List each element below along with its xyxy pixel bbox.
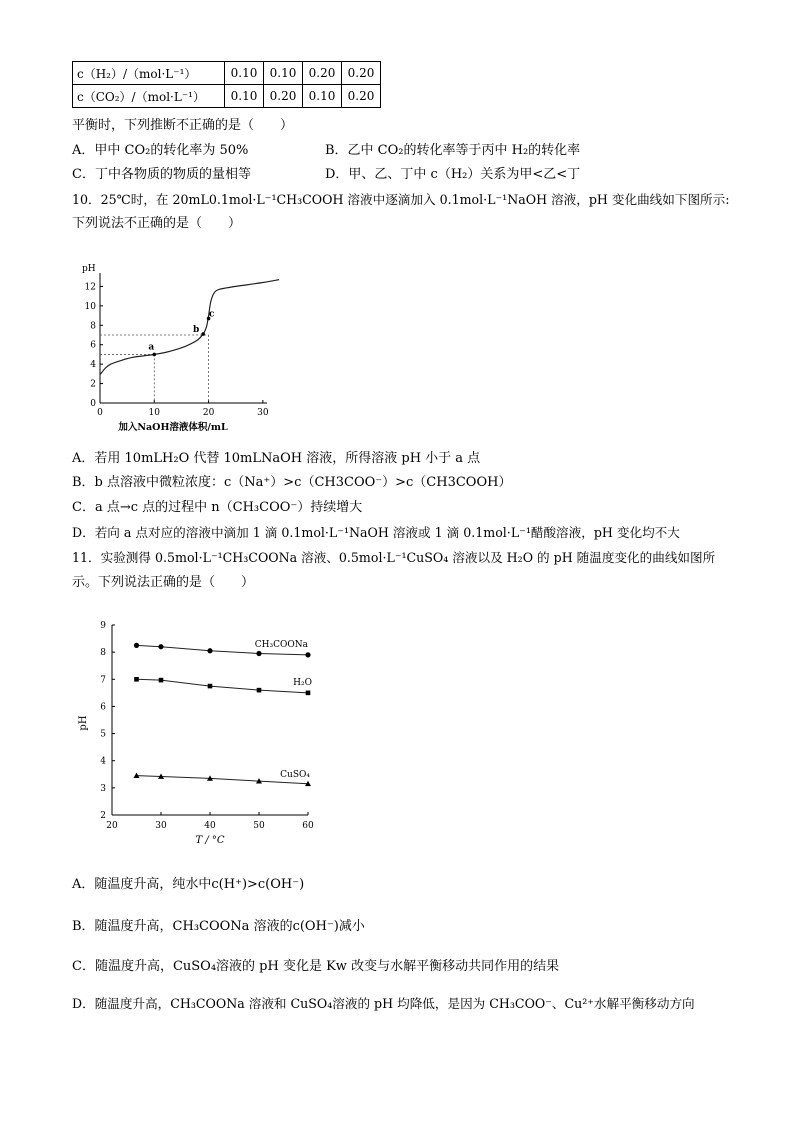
table-row	[73, 62, 381, 85]
x-tick-label: 60	[302, 821, 314, 831]
x-tick-label: 10	[148, 408, 161, 418]
series-label-1: H₂O	[293, 677, 312, 688]
table-cell: 0.10	[264, 62, 303, 85]
y-tick-label: 4	[100, 756, 106, 767]
table-cell: 0.20	[264, 85, 303, 108]
point-label-b: b	[192, 325, 200, 336]
y-tick-label: 9	[100, 621, 106, 631]
x-tick-label: 50	[253, 821, 265, 831]
x-tick-label: 20	[202, 408, 215, 418]
y-tick-label: 12	[84, 282, 96, 293]
table-cell: 0.10	[225, 62, 264, 85]
y-tick-label: 2	[100, 811, 106, 821]
table-cell: c（H₂）/（mol·L⁻¹）	[73, 62, 225, 85]
q9-option-d: D．甲、乙、丁中 c（H₂）关系为甲<乙<丁	[325, 167, 581, 182]
data-point	[158, 644, 163, 649]
q9-stem: 平衡时，下列推断不正确的是（ ）	[72, 118, 294, 133]
q10-option-d: D．若向 a 点对应的溶液中滴加 1 滴 0.1mol·L⁻¹NaOH 溶液或 1 滴 0.1mol·L⁻¹醋酸溶液，pH 变化均不大	[72, 525, 680, 540]
y-tick-label: 6	[90, 340, 96, 351]
data-point	[305, 652, 310, 657]
q10-option-a: A．若用 10mLH₂O 代替 10mLNaOH 溶液，所得溶液 pH 小于 a 点	[72, 451, 481, 466]
q10-stem-line1: 10．25℃时，在 20mL0.1mol·L⁻¹CH₃COOH 溶液中逐滴加入 0.1mol·L⁻¹NaOH 溶液，pH 变化曲线如下图所示:	[72, 192, 730, 207]
table-cell: 0.20	[342, 62, 381, 85]
temperature-ph-chart	[72, 615, 332, 855]
q10-stem-line2: 下列说法不正确的是（ ）	[72, 216, 242, 231]
point-label-a: a	[148, 342, 155, 353]
q9-option-b: B．乙中 CO₂的转化率等于丙中 H₂的转化率	[325, 143, 581, 158]
point-label-c: c	[208, 309, 215, 320]
concentration-table	[72, 61, 381, 108]
y-tick-label: 2	[90, 379, 96, 390]
x-tick-label: 20	[106, 821, 118, 831]
q11-stem-line1: 11．实验测得 0.5mol·L⁻¹CH₃COONa 溶液、0.5mol·L⁻¹CuSO₄ 溶液以及 H₂O 的 pH 随温度变化的曲线如图所	[72, 550, 716, 565]
point-a	[152, 353, 156, 357]
q11-option-b: B．随温度升高，CH₃COONa 溶液的c(OH⁻)减小	[72, 919, 365, 934]
y-tick-label: 6	[100, 702, 106, 713]
q9-option-c: C．丁中各物质的物质的量相等	[72, 167, 251, 182]
y-tick-label: 10	[84, 301, 96, 312]
data-point	[207, 648, 212, 653]
table-cell: 0.10	[225, 85, 264, 108]
x-tick-label: 0	[97, 408, 103, 418]
q11-option-d: D．随温度升高，CH₃COONa 溶液和 CuSO₄溶液的 pH 均降低，是因为 CH₃COO⁻、Cu²⁺水解平衡移动方向	[72, 996, 695, 1011]
x-axis-label: T / °C	[195, 835, 225, 846]
titration-curve	[100, 280, 279, 375]
y-tick-label: 5	[100, 729, 106, 740]
y-tick-label: 8	[100, 648, 106, 659]
data-point	[306, 691, 311, 696]
q10-option-c: C．a 点→c 点的过程中 n（CH₃COO⁻）持续增大	[72, 500, 363, 515]
table-row	[73, 85, 381, 108]
data-point	[159, 678, 164, 683]
x-axis-label: 加入NaOH溶液体积/mL	[118, 422, 228, 433]
y-axis-label: pH	[78, 715, 89, 731]
x-tick-label: 40	[204, 821, 216, 831]
q9-option-a: A．甲中 CO₂的转化率为 50%	[72, 143, 249, 158]
y-tick-label: 3	[100, 783, 106, 794]
x-tick-label: 30	[155, 821, 167, 831]
y-tick-label: 0	[90, 399, 96, 409]
series-label-2: CuSO₄	[280, 769, 310, 780]
y-tick-label: 4	[90, 360, 96, 371]
table-cell: c（CO₂）/（mol·L⁻¹）	[73, 85, 225, 108]
y-tick-label: 7	[100, 675, 106, 686]
q11-stem-line2: 示。下列说法正确的是（ ）	[72, 575, 255, 590]
table-cell: 0.20	[342, 85, 381, 108]
q11-option-a: A．随温度升高，纯水中c(H⁺)>c(OH⁻)	[72, 877, 305, 892]
data-point	[256, 651, 261, 656]
titration-chart	[72, 255, 282, 435]
y-tick-label: 8	[90, 321, 96, 332]
q10-option-b: B．b 点溶液中微粒浓度：c（Na⁺）>c（CH3COO⁻）>c（CH3COOH）	[72, 475, 512, 490]
series-label-0: CH₃COONa	[254, 639, 308, 650]
y-axis-label: pH	[82, 264, 96, 274]
x-tick-label: 30	[257, 408, 269, 418]
data-point	[134, 677, 139, 682]
q11-option-c: C．随温度升高，CuSO₄溶液的 pH 变化是 Kw 改变与水解平衡移动共同作用的结果	[72, 959, 560, 974]
table-cell: 0.20	[303, 62, 342, 85]
data-point	[134, 643, 139, 648]
data-point	[257, 688, 262, 693]
data-point	[208, 684, 213, 689]
table-cell: 0.10	[303, 85, 342, 108]
point-b	[201, 332, 205, 336]
